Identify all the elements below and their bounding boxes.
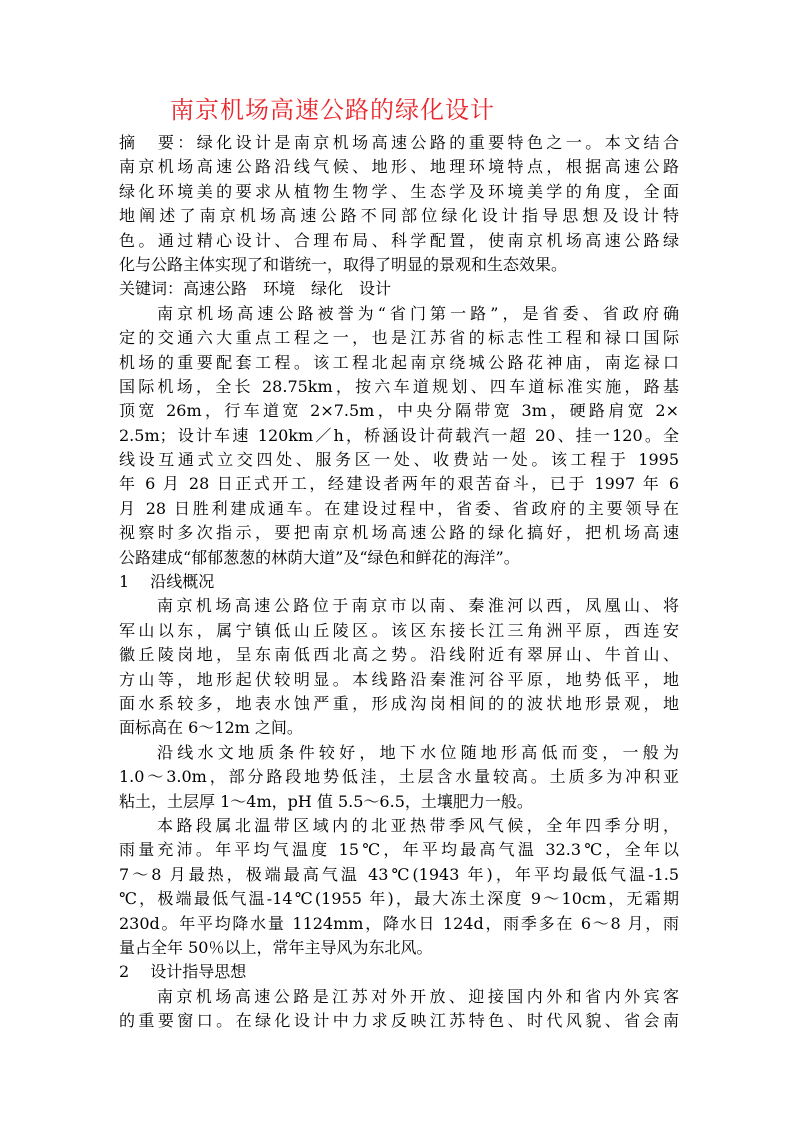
text-line: 2.5m；设计车速 120km／h，桥涵设计荷载汽一超 20、挂一120。全 — [119, 425, 679, 445]
text-line: 线设互通式立交四处、服务区一处、收费站一处。该工程于 1995 — [119, 450, 679, 470]
text-line: 公路建成“郁郁葱葱的林荫大道”及“绿色和鲜花的海洋”。 — [119, 547, 520, 567]
text-line: 国际机场，全长 28.75km，按六车道规划、四车道标准实施，路基 — [119, 376, 679, 396]
text-line: 230d。年平均降水量 1124mm，降水日 124d，雨季多在 6～8 月，雨 — [119, 913, 679, 933]
text-line: 摘 要：绿化设计是南京机场高速公路的重要特色之一。本文结合 — [119, 133, 679, 152]
text-line: 的重要窗口。在绿化设计中力求反映江苏特色、时代风貌、省会南 — [119, 1011, 679, 1031]
text-line: 本路段属北温带区域内的北亚热带季风气候，全年四季分明， — [157, 815, 679, 835]
text-line: 年 6 月 28 日正式开工，经建设者两年的艰苦奋斗，已于 1997 年 6 — [119, 474, 679, 494]
text-line: 南京机场高速公路被誉为“省门第一路”，是省委、省政府确 — [157, 303, 679, 323]
text-line: 顶宽 26m，行车道宽 2×7.5m，中央分隔带宽 3m，硬路肩宽 2× — [119, 401, 679, 421]
text-line: 粘土，土层厚 1～4m，pH 值 5.5～6.5，土壤肥力一般。 — [119, 791, 533, 811]
text-line: 化与公路主体实现了和谐统一，取得了明显的景观和生态效果。 — [119, 254, 568, 274]
text-line: 面水系较多，地表水蚀严重，形成沟岗相间的的波状地形景观，地 — [119, 693, 679, 713]
text-line: 关键词：高速公路 环境 绿化 设计 — [119, 279, 392, 299]
text-line: 色。通过精心设计、合理布局、科学配置，使南京机场高速公路绿 — [119, 230, 679, 250]
text-line: ℃，极端最低气温-14℃(1955 年)，最大冻土深度 9～10cm，无霜期 — [119, 889, 679, 909]
text-line: 沿线水文地质条件较好，地下水位随地形高低而变，一般为 — [157, 742, 679, 762]
text-line: 南京机场高速公路位于南京市以南、秦淮河以西，凤凰山、将 — [157, 596, 679, 616]
text-line: 月 28 日胜利建成通车。在建设过程中，省委、省政府的主要领导在 — [119, 498, 679, 518]
text-line: 军山以东，属宁镇低山丘陵区。该区东接长江三角洲平原，西连安 — [119, 620, 679, 640]
text-line: 绿化环境美的要求从植物生物学、生态学及环境美学的角度，全面 — [119, 181, 679, 201]
text-line: 面标高在 6～12m 之间。 — [119, 718, 303, 738]
text-line: 7～8 月最热，极端最高气温 43℃(1943 年)，年平均最低气温-1.5 — [119, 864, 679, 884]
text-line: 定的交通六大重点工程之一，也是江苏省的标志性工程和禄口国际 — [119, 328, 679, 348]
text-line: 南京机场高速公路是江苏对外开放、迎接国内外和省内外宾客 — [157, 986, 679, 1006]
text-line: 雨量充沛。年平均气温度 15℃，年平均最高气温 32.3℃，全年以 — [119, 840, 679, 860]
text-line: 南京机场高速公路沿线气候、地形、地理环境特点，根据高速公路 — [119, 157, 679, 177]
text-line: 机场的重要配套工程。该工程北起南京绕城公路花神庙，南迄禄口 — [119, 352, 679, 372]
text-line: 方山等，地形起伏较明显。本线路沿秦淮河谷平原，地势低平，地 — [119, 669, 679, 689]
section-heading: 2 设计指导思想 — [119, 962, 247, 982]
section-heading: 1 沿线概况 — [119, 572, 215, 592]
document-body — [119, 131, 679, 1033]
text-line: 视察时多次指示，要把南京机场高速公路的绿化搞好，把机场高速 — [119, 523, 679, 543]
text-line: 量占全年 50％以上，常年主导风为东北风。 — [119, 937, 433, 957]
document-title: 南京机场高速公路的绿化设计 — [170, 96, 495, 124]
text-line: 1.0～3.0m，部分路段地势低洼，土层含水量较高。土质多为冲积亚 — [119, 767, 679, 787]
text-line: 徽丘陵岗地，呈东南低西北高之势。沿线附近有翠屏山、牛首山、 — [119, 645, 679, 665]
text-line: 地阐述了南京机场高速公路不同部位绿化设计指导思想及设计特 — [119, 206, 679, 226]
